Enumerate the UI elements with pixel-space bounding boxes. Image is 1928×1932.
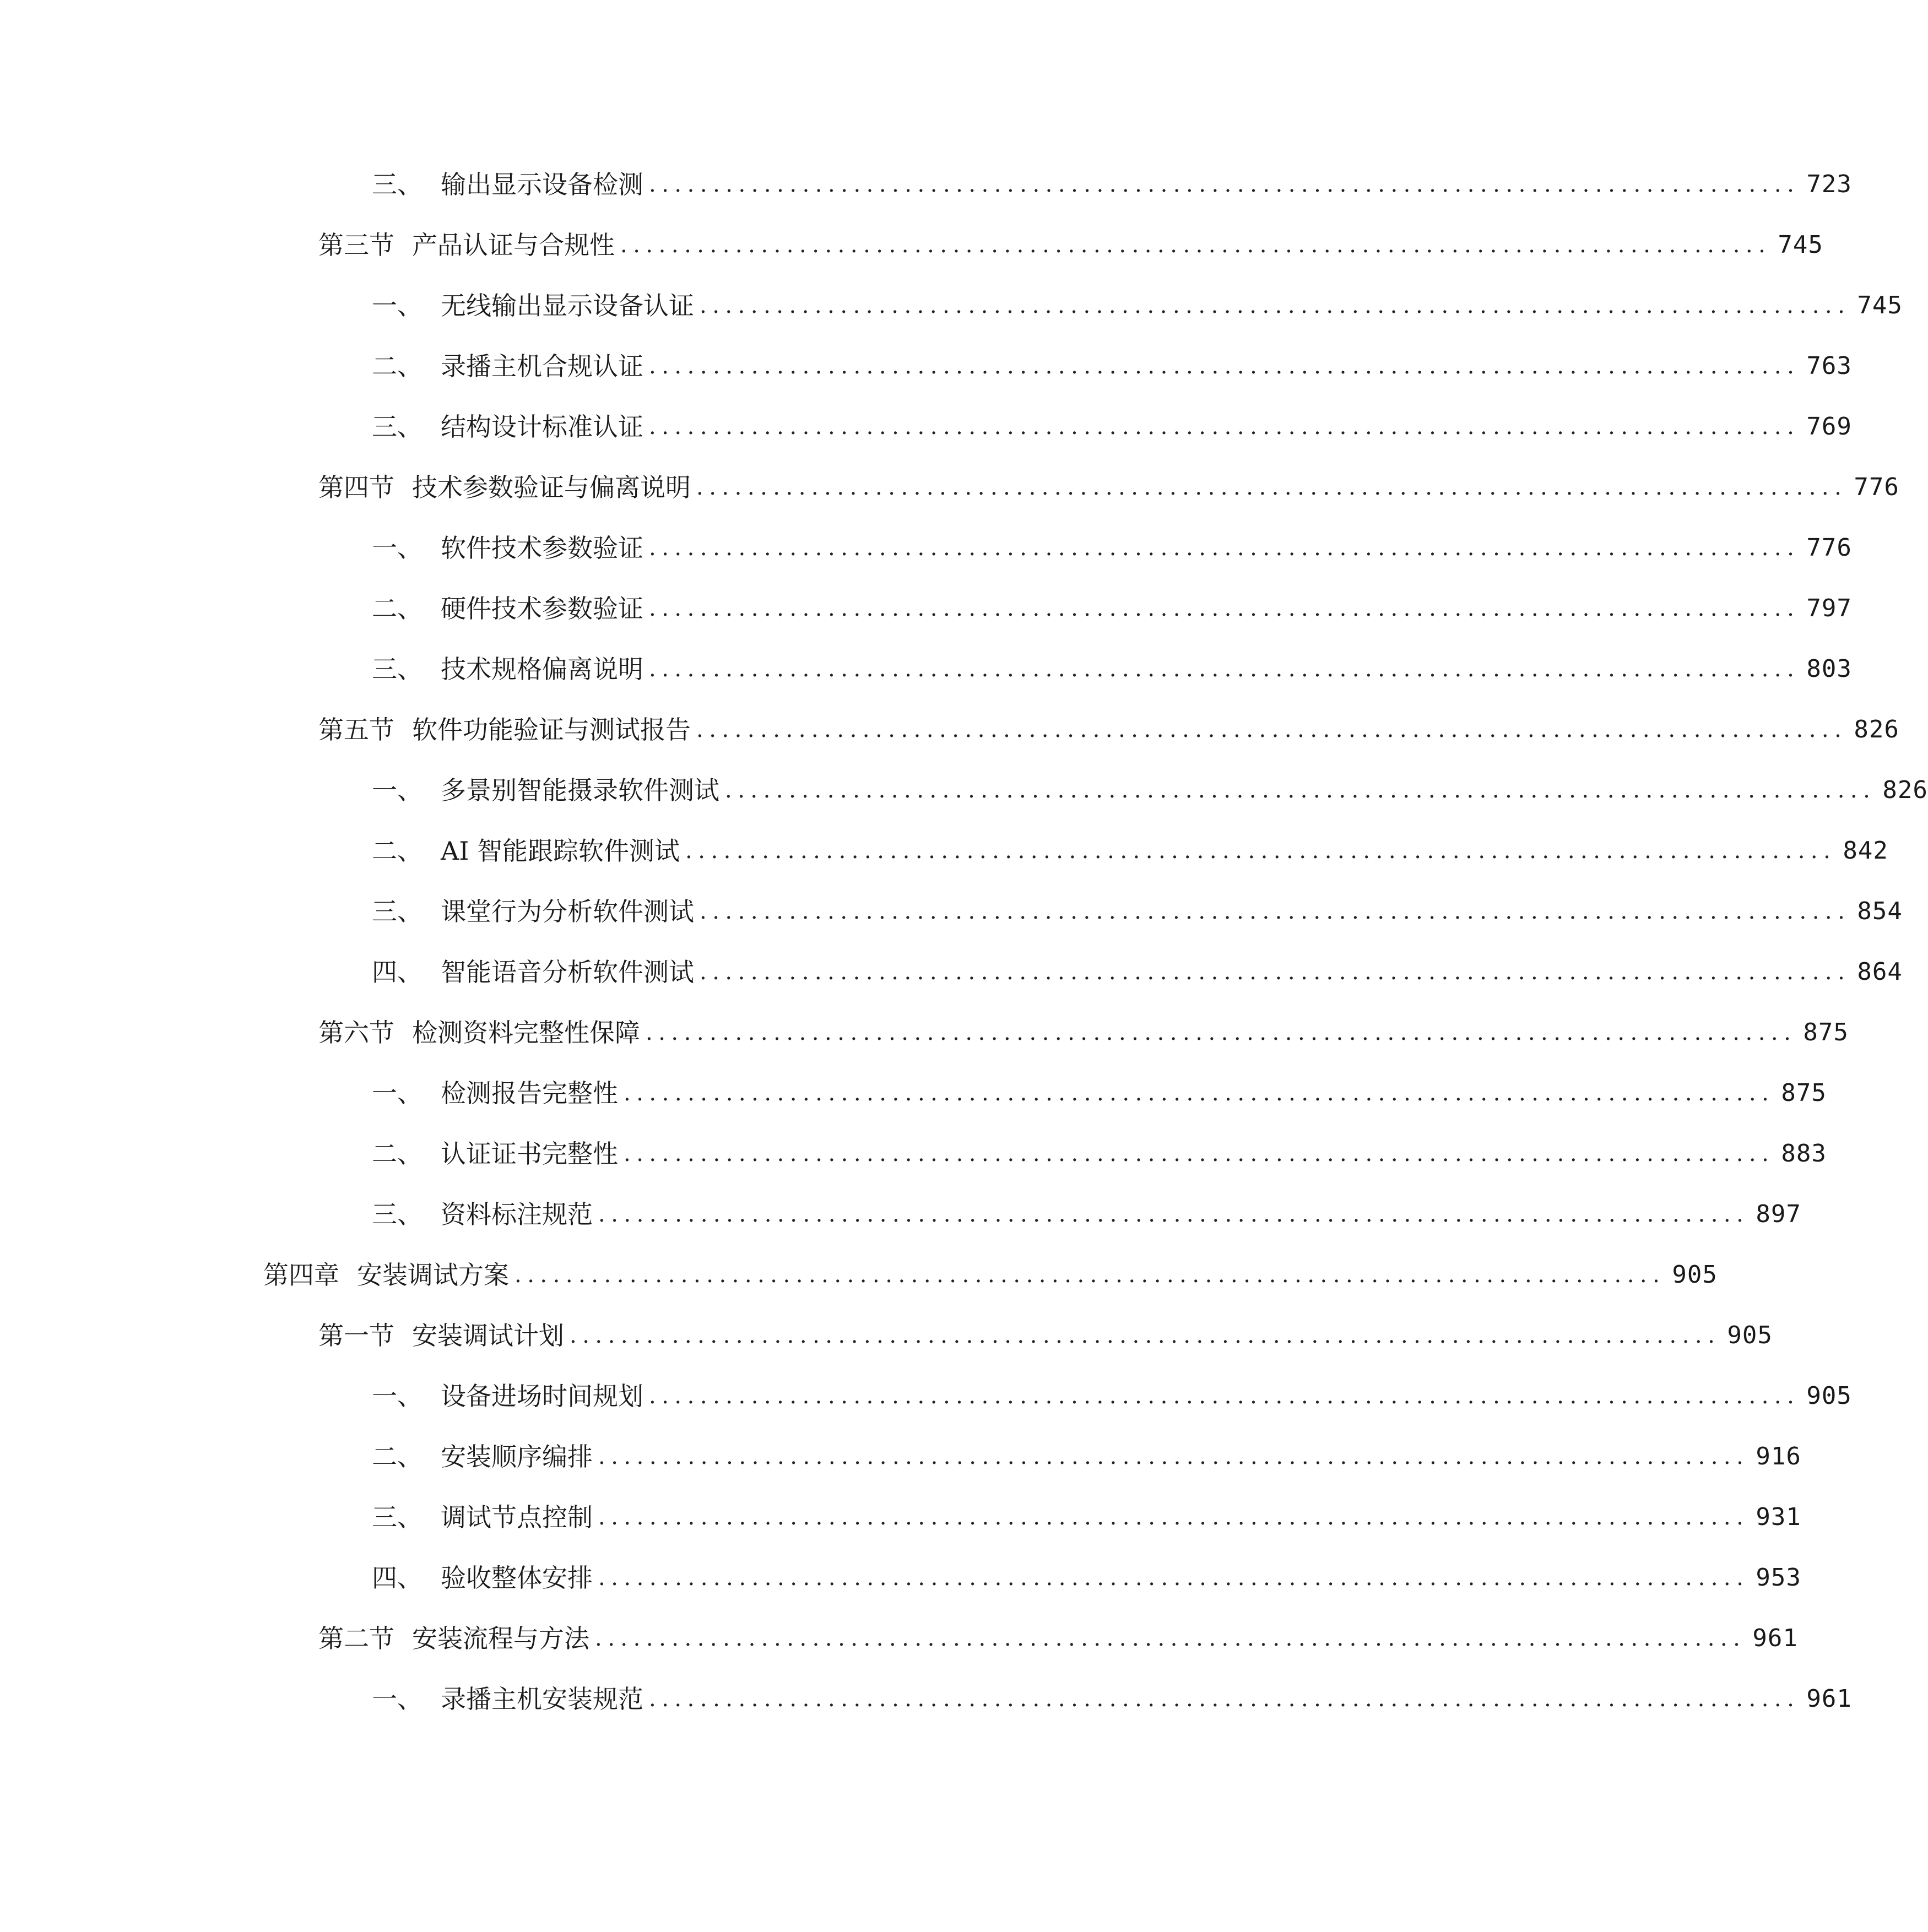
toc-entry[interactable] [318,463,1899,512]
toc-entry-page: 875 [1803,1018,1849,1046]
toc-entry-page: 854 [1857,897,1903,925]
toc-entry[interactable] [263,1250,1718,1300]
toc-entry-number: 三、 [372,1502,423,1532]
toc-entry-number: 一、 [372,291,423,321]
toc-entry-page: 763 [1806,352,1852,380]
dot-leader: .......................................................................................... [649,172,1800,197]
toc-entry-title: 验收整体安排 [441,1563,593,1593]
toc-entry-title: 安装流程与方法 [412,1624,589,1653]
dot-leader: .......................................................................................... [725,778,1876,803]
toc-entry-number: 第一节 [318,1321,394,1350]
toc-entry-title: 安装调试方案 [357,1260,509,1290]
toc-entry-label [263,1250,509,1300]
dot-leader: .......................................................................................... [598,1202,1750,1227]
toc-entry-label [372,644,643,694]
dot-leader: .......................................................................................... [598,1505,1750,1530]
toc-entry-page: 826 [1882,776,1928,804]
toc-entry-label [372,1553,593,1603]
toc-entry[interactable] [372,1432,1801,1481]
dot-leader: .......................................................................................... [620,232,1772,258]
toc-entry-page: 842 [1843,837,1888,865]
toc-entry-number: 二、 [372,594,423,623]
dot-leader: .......................................................................................... [598,1565,1750,1591]
dot-leader: .......................................................................................... [649,656,1800,682]
toc-entry-page: 961 [1752,1624,1798,1652]
toc-entry-number: 第四章 [263,1260,339,1290]
toc-entry-label [318,1614,589,1663]
toc-entry[interactable] [372,947,1903,997]
toc-entry[interactable] [372,1674,1852,1724]
toc-entry-label [372,887,694,936]
toc-entry[interactable] [372,402,1852,452]
toc-entry-label [372,1674,643,1724]
toc-entry-label [318,1008,640,1057]
toc-entry-number: 三、 [372,412,423,442]
dot-leader: .......................................................................................... [515,1262,1666,1288]
toc-entry[interactable] [372,1068,1827,1118]
toc-entry-label [372,826,680,876]
toc-entry[interactable] [372,341,1852,391]
toc-entry-title: 课堂行为分析软件测试 [441,897,694,926]
toc-entry-number: 一、 [372,533,423,563]
toc-entry-number: 第四节 [318,473,394,502]
dot-leader: .......................................................................................... [595,1626,1746,1651]
toc-entry-page: 905 [1727,1321,1773,1349]
dot-leader: .......................................................................................... [649,354,1800,379]
toc-entry-title: 调试节点控制 [441,1502,593,1532]
toc-entry-page: 776 [1854,473,1899,501]
dot-leader: .......................................................................................... [624,1141,1775,1166]
dot-leader: .......................................................................................... [649,1686,1800,1712]
toc-entry-label [372,1432,593,1481]
toc-entry-label [318,1311,564,1360]
dot-leader: .......................................................................................... [700,293,1851,318]
toc-entry-number: 一、 [372,1381,423,1411]
toc-entry-title: 无线输出显示设备认证 [441,291,694,321]
toc-entry-page: 769 [1806,413,1852,441]
dot-leader: .......................................................................................... [649,1383,1800,1409]
toc-entry[interactable] [372,887,1903,936]
dot-leader: .......................................................................................... [696,717,1848,742]
toc-entry[interactable] [372,1371,1852,1421]
dot-leader: .......................................................................................... [598,1444,1750,1469]
toc-entry-number: 三、 [372,897,423,926]
toc-entry-number: 三、 [372,170,423,199]
toc-entry-number: 四、 [372,1563,423,1593]
toc-entry-page: 745 [1778,231,1823,259]
toc-entry-number: 第三节 [318,230,394,260]
toc-entry[interactable] [318,1614,1798,1663]
toc-entry-label [372,402,643,452]
toc-entry-number: 三、 [372,654,423,684]
toc-entry-page: 953 [1756,1564,1801,1592]
toc-entry-title: 资料标注规范 [441,1200,593,1229]
toc-entry-label [372,1190,593,1239]
dot-leader: .......................................................................................... [649,535,1800,561]
toc-entry[interactable] [372,826,1888,876]
toc-entry-title: 输出显示设备检测 [441,170,643,199]
toc-entry-page: 905 [1672,1261,1718,1289]
toc-entry[interactable] [372,644,1852,694]
toc-entry-label [372,1129,618,1179]
dot-leader: .......................................................................................... [700,959,1851,985]
toc-entry-label [318,705,691,755]
toc-entry-title: 技术规格偏离说明 [441,654,643,684]
toc-entry-title: 安装调试计划 [412,1321,564,1350]
toc-entry-title: 结构设计标准认证 [441,412,643,442]
toc-entry[interactable] [372,1493,1801,1542]
toc-entry-label [372,584,643,633]
toc-entry-number: 四、 [372,957,423,987]
toc-entry-page: 905 [1806,1382,1852,1410]
toc-entry-number: 第六节 [318,1018,394,1048]
toc-entry[interactable] [372,523,1852,573]
toc-entry-title: 产品认证与合规性 [412,230,615,260]
toc-entry-page: 745 [1857,291,1903,319]
toc-entry-label [372,341,643,391]
toc-entry-label [372,1371,643,1421]
toc-entry-number: 二、 [372,1442,423,1472]
toc-entry-number: 二、 [372,1139,423,1169]
toc-entry-number: 三、 [372,1200,423,1229]
toc-entry-page: 897 [1756,1200,1801,1228]
toc-entry-title: 设备进场时间规划 [441,1381,643,1411]
toc-entry-label [372,1493,593,1542]
toc-entry-page: 803 [1806,655,1852,683]
toc-entry[interactable] [318,220,1823,270]
toc-entry-page: 723 [1806,170,1852,198]
toc-entry-page: 931 [1756,1503,1801,1531]
toc-entry-number: 一、 [372,1078,423,1108]
toc-entry[interactable] [372,584,1852,633]
toc-entry-label [318,463,691,512]
dot-leader: .......................................................................................... [649,596,1800,621]
toc-entry-page: 875 [1781,1079,1827,1107]
toc-entry-title: 安装顺序编排 [441,1442,593,1472]
toc-entry-label [372,160,643,209]
toc-entry-title: 录播主机合规认证 [441,351,643,381]
toc-entry-title: 多景别智能摄录软件测试 [441,775,719,805]
toc-entry[interactable] [372,1190,1801,1239]
toc-entry-title: 软件功能验证与测试报告 [412,715,691,745]
toc-entry-label [372,523,643,573]
toc-entry[interactable] [372,1553,1801,1603]
toc-entry-label [372,947,694,997]
toc-entry-page: 826 [1854,715,1899,744]
toc-entry[interactable] [372,1129,1827,1179]
toc-entry-number: 二、 [372,836,423,866]
toc-entry-page: 883 [1781,1139,1827,1168]
toc-entry[interactable] [372,160,1852,209]
dot-leader: .......................................................................................... [649,414,1800,439]
toc-entry-number: 一、 [372,1684,423,1714]
toc-entry-label [372,281,694,330]
dot-leader: .......................................................................................... [570,1323,1721,1348]
toc-entry-title: 检测报告完整性 [441,1078,618,1108]
toc-entry[interactable] [318,1311,1773,1360]
toc-entry-title: 录播主机安装规范 [441,1684,643,1714]
dot-leader: .......................................................................................... [696,475,1848,500]
toc-entry-label [318,220,615,270]
toc-entry-number: 二、 [372,351,423,381]
toc-entry-title: 认证证书完整性 [441,1139,618,1169]
toc-entry[interactable] [318,705,1899,755]
toc-entry-title: 智能语音分析软件测试 [441,957,694,987]
toc-entry[interactable] [318,1008,1849,1057]
toc-entry-page: 776 [1806,534,1852,562]
toc-entry-page: 916 [1756,1442,1801,1470]
toc-entry-title: 检测资料完整性保障 [412,1018,640,1048]
toc-entry-number: 一、 [372,775,423,805]
toc-entry-title: 软件技术参数验证 [441,533,643,563]
toc-entry-label [372,766,719,815]
toc-entry-page: 797 [1806,594,1852,622]
toc-entry-title: AI 智能跟踪软件测试 [441,836,680,866]
toc-entry-number: 第五节 [318,715,394,745]
dot-leader: .......................................................................................... [624,1081,1775,1106]
dot-leader: .......................................................................................... [685,838,1837,864]
toc-entry-label [372,1068,618,1118]
toc-entry-title: 硬件技术参数验证 [441,594,643,623]
toc-entry-number: 第二节 [318,1624,394,1653]
toc-entry-page: 864 [1857,958,1903,986]
dot-leader: .......................................................................................... [646,1020,1797,1045]
toc-entry[interactable] [372,766,1928,815]
toc-entry-page: 961 [1806,1685,1852,1713]
dot-leader: .......................................................................................... [700,899,1851,924]
toc-entry-title: 技术参数验证与偏离说明 [412,473,691,502]
toc-entry[interactable] [372,281,1903,330]
